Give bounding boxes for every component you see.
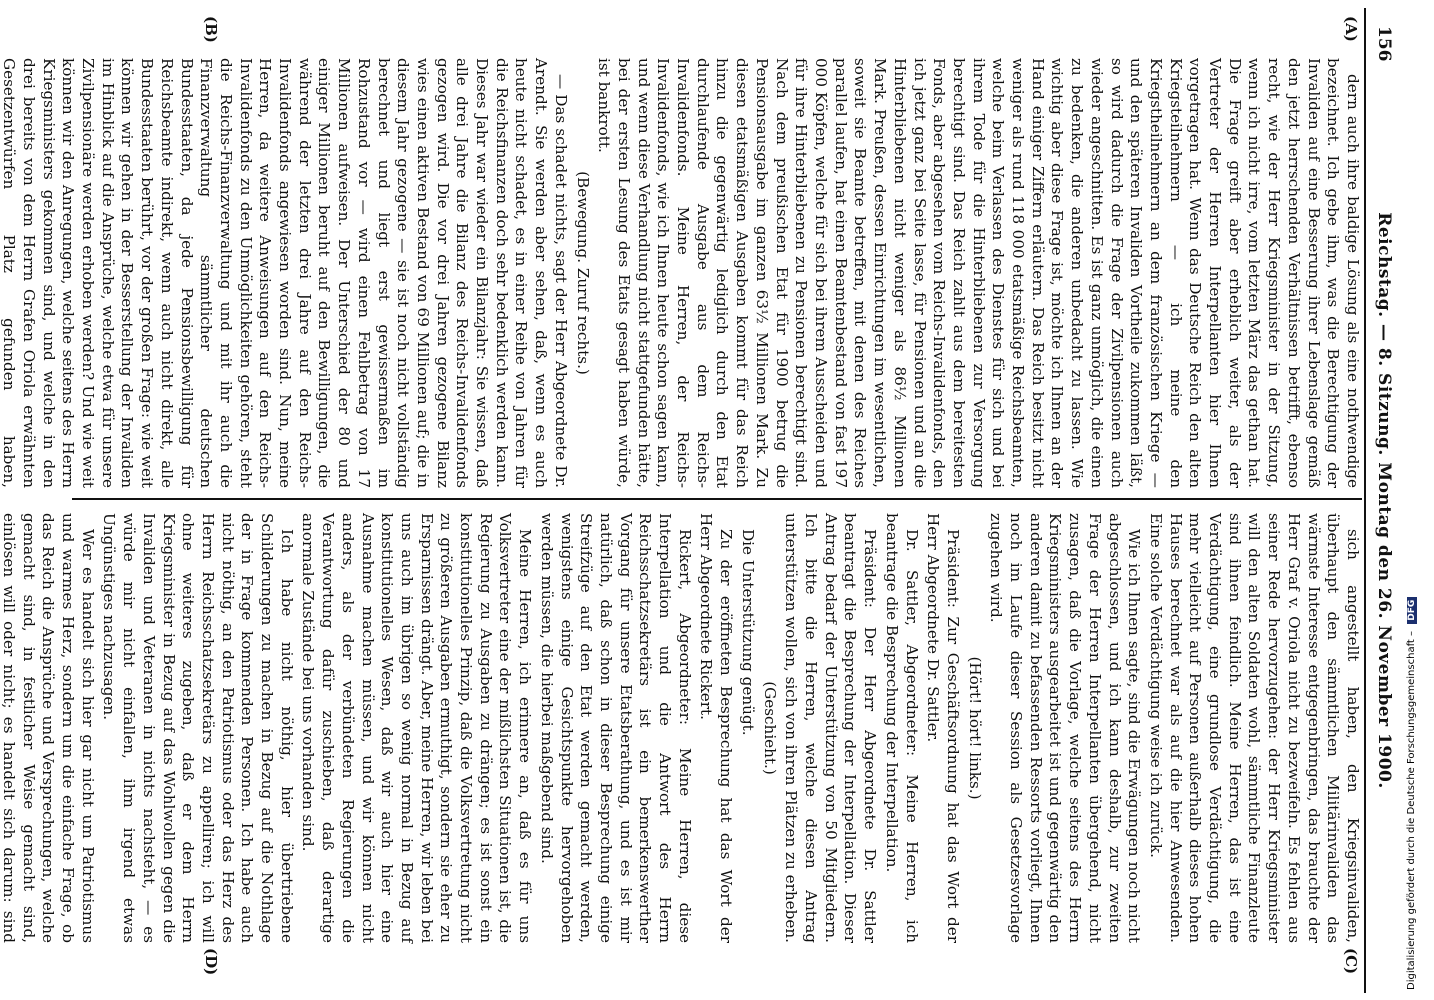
- paragraph: sich angestellt haben, den Kriegsinvaliden, überhaupt den sämmtlichen Militärinvaliden das wärmste Interesse entgegenbringen, das brauchte der Herr Graf v. Oriola nicht zu bezweifeln. Es fehlen aus seiner Rede hervorzugehen: der Herr Kriegsminister will den alten Soldaten wohl, sämmtliche Finanzleute sind ihnen feindlich. Meine Herren, das ist eine Verdächtigung, eine grundlose Verdächtigung, die mehr vielleicht auf Personen außerhalb dieses hohen Hauses berechnet war als auf die hier Anwesenden. Eine solche Verdächtigung weise ich zurück.: [1146, 513, 1362, 943]
- column-divider: [72, 498, 1362, 500]
- paragraph: Präsident: Zur Geschäftsordnung hat das Wort der Herr Abgeordnete Dr. Sattler.: [924, 513, 962, 943]
- interjection: (Hört! hört! links.): [965, 656, 984, 800]
- paragraph: Wer es handelt sich hier gar nicht um Patriotismus und warmes Herz, sondern um die einfache Frage, ob das Reich die Ansprüche und Versprechungen, welche gemacht sind, in festlicher Weise gemacht sind, einlösen will oder nicht; es handelt sich darum: sind: [0, 513, 97, 943]
- paragraph: Präsident: Der Herr Abgeordnete Dr. Sattler beantragt die Besprechung der Interpellation. Dieser Antrag bedarf der Unterstützung von 50 Mitgliedern. Ich bitte die Herren, welche diesen Antrag unterstützen wollen, sich von ihren Plätzen zu erheben.: [782, 513, 880, 943]
- margin-marker-c: (C): [1342, 948, 1360, 975]
- left-column: [0, 58, 1362, 488]
- rotated-sheet: [0, 8, 1400, 993]
- margin-marker-b: (B): [202, 16, 220, 43]
- page-header: [1364, 8, 1400, 993]
- interjection: (Geschieht.): [760, 681, 779, 775]
- paragraph: — Das schadet nichts, sagt der Herr Abgeordnete Dr. Arendt. Sie werden aber sehen, daß, wenn es auch heute nicht schadet, es in einer Reihe von Jahren für die Reichsfinanzen doch sehr bedenklich werden kann. Dieses Jahr war wieder ein Bilanzjahr: Sie wissen, daß alle drei Jahre die Bilanz des Reichs-Invalidenfonds gezogen wird. Die vor drei Jahren gezogene Bilanz wies einen aktiven Bestand von 69 Millionen auf; die in diesem Jahr gezogene — sie ist noch nicht vollständig berechnet und liegt erst gewissermaßen im Rohzustand vor — wird einen Fehlbetrag von 17 Millionen aufweisen. Der Unterschied der 80 und einiger Millionen beruht auf den Bewilligungen, die während der letzten drei Jahre auf den Reichs-Invalidenfonds angewiesen worden sind. Nun, meine Herren, da weitere Anweisungen auf den Reichs-Invalidenfonds zu den Unmöglichkeiten gehören, steht die Reichs-Finanzverwaltung und mit ihr auch die Finanzverwaltung sämmtlicher deutschen Bundesstaaten, da jede Pensionsbewilligung für Reichsbeamte indirekt, wenn auch nicht direkt, alle Bundesstaaten berührt, vor der großen Frage: wie weit können wir gehen in der Besserstellung der Invaliden im Hinblick auf die Ansprüche, welche etwa für unsere Zivilpensionäre werden erhoben werden? Und wie weit können wir den Anregungen, welche seitens des Herrn Kriegsministers gekommen sind, und welche in den drei bereits von dem Herrn Grafen Oriola erwähnten Gesetzentwürfen Platz gefunden haben,: [0, 58, 570, 488]
- interjection: (Bewegung. Zuruf rechts.): [573, 171, 592, 375]
- margin-marker-a: (A): [1342, 16, 1360, 42]
- paragraph: Dr. Sattler, Abgeordneter: Meine Herren, ich beantrage die Besprechung der Interpellation.: [882, 513, 921, 943]
- paragraph: Rickert, Abgeordneter: Meine Herren, diese Interpellation und die Antwort des Herrn Reichsschatzsekretärs ist ein bemerkenswerther Vorgang für unsere Etatsberathung, und es ist mir natürlich, daß schon in dieser Besprechung einige Streifzüge auf den Etat werden gemacht werden, wenigstens einige Gesichtspunkte hervorgehoben werden müssen, die hierbei maßgebend sind.: [537, 513, 694, 943]
- credit-text: Digitalisierung gefördert durch die Deutsche Forschungsgemeinschaft –: [1406, 630, 1417, 990]
- margin-marker-d: (D): [202, 948, 220, 976]
- paragraph: dern auch ihre baldige Lösung als eine nothwendige bezeichnet. Ich gebe ihm, was die Berechtigung der Invaliden auf eine Besserung ihrer Lebenslage gemäß den jetzt herrschenden Verhältnissen betrifft, ebenso recht, wie der Herr Kriegsminister in der Sitzung, wenn ich nicht irre, vom letzten März das gethan hat. Die Frage greift aber erheblich weiter, als der Vertreter der Herren Interpellanten hier Ihnen vorgetragen hat. Wenn das Deutsche Reich den alten Kriegsteilnehmern — ich meine den Kriegstheilnehmern an dem französischen Kriege — und den späteren Invaliden Vortheile zukommen läßt, so wird dadurch die Frage der Zivilpensionen auch wieder angeschnitten. Es ist ganz unmöglich, die einen zu bedenken, die anderen unbedacht zu lassen. Wie wichtig aber diese Frage ist, möchte ich Ihnen an der Hand einiger Ziffern erläutern. Das Reich besitzt nicht weniger als rund 118 000 etatsmäßige Reichsbeamten, welche beim Verlassen des Dienstes für sich und bei ihrem Tode für die Hinterbliebenen zur Versorgung berechtigt sind. Das Reich zahlt aus dem bereitesten Fonds, aber abgesehen vom Reichs-Invalidenfonds, den ich jetzt ganz bei Seite lasse, für Pensionen und an die Hinterbliebenen nicht weniger als 86½ Millionen Mark. Preußen, dessen Einrichtungen im wesentlichen, soweit sie Beamte betreffen, mit denen des Reiches parallel laufen, hat einen Beamtenbestand von fast 197 000 Köpfen, welche für sich bei ihrem Ausscheiden und für ihre Hinterbliebenen zu Pensionen berechtigt sind. Nach dem preußischen Etat für 1900 betrug die Pensionsausgabe im ganzen 63½ Millionen Mark. Zu diesen etatsmäßigen Ausgaben kommt für das Reich hinzu die gegenwärtig lediglich durch den Etat durchlaufende Ausgabe aus dem Reichs-Invalidenfonds. Meine Herren, der Reichs-Invalidenfonds, wie ich Ihnen heute schon sagen kann, und wenn diese Verhandlung nicht stattgefunden hätte, bei der ersten Lesung des Etats gesagt haben würde, ist bankrott.: [595, 58, 1362, 488]
- right-column: [0, 513, 1362, 943]
- paragraph: Zu der eröffneten Besprechung hat das Wort der Herr Abgeordnete Rickert.: [697, 513, 736, 943]
- paragraph: Meine Herren, ich erinnere an, daß es für uns Volksvertreter eine der mißlichsten Situationen ist, die Regierung zu Ausgaben zu drängen; es ist sonst ein konstitutionelles Prinzip, daß die Volksvertretung nicht zu größeren Ausgaben ermuthigt, sondern sie eher zu Ersparnissen drängt. Aber, meine Herren, wir leben bei uns auch im übrigen so wenig normal in Bezug auf konstitutionelles Wesen, daß wir auch hier eine Ausnahme machen müssen, und wir können nicht anders, als der verbündeten Regierungen die Verantwortung dafür zuschieben, daß derartige anormale Zustände bei uns vorhanden sind.: [299, 513, 535, 943]
- paragraph: Wie ich Ihnen sagte, sind die Erwägungen noch nicht abgeschlossen, und ich kann deshalb, zur zweiten Frage der Herren Interpellanten übergehend, nicht zusagen, daß die Vorlage, welche seitens des Herrn Kriegsministers ausgearbeitet ist und gegenwärtig den anderen damit zu befassenden Ressorts vorliegt, Ihnen noch im Laufe dieser Session als Gesetzesvorlage zugehen wird.: [987, 513, 1144, 943]
- page-number: 156: [1374, 26, 1394, 62]
- digitization-credit: [1406, 597, 1417, 990]
- paragraph: Ich habe nicht nöthig, hier übertriebene Schilderungen zu machen in Bezug auf die Nothlage der in Frage kommenden Personen. Ich habe auch nicht nöthig, an den Patriotismus oder das Herz des Herrn Reichsschatzsekretärs zu appelliren; ich will ohne weiteres zugeben, daß er dem Herrn Kriegsminister in Bezug auf das Wohlwollen gegen die Invaliden und Veteranen in nichts nachsteht, — es würde mir nicht einfallen, ihm irgend etwas Ungünstiges nachzusagen.: [100, 513, 296, 943]
- paragraph: Die Unterstützung genügt.: [738, 529, 757, 736]
- page-title: Reichstag. — 8. Sitzung. Montag den 26. November 1900.: [1374, 212, 1394, 789]
- dfg-logo: DFG: [1407, 597, 1417, 624]
